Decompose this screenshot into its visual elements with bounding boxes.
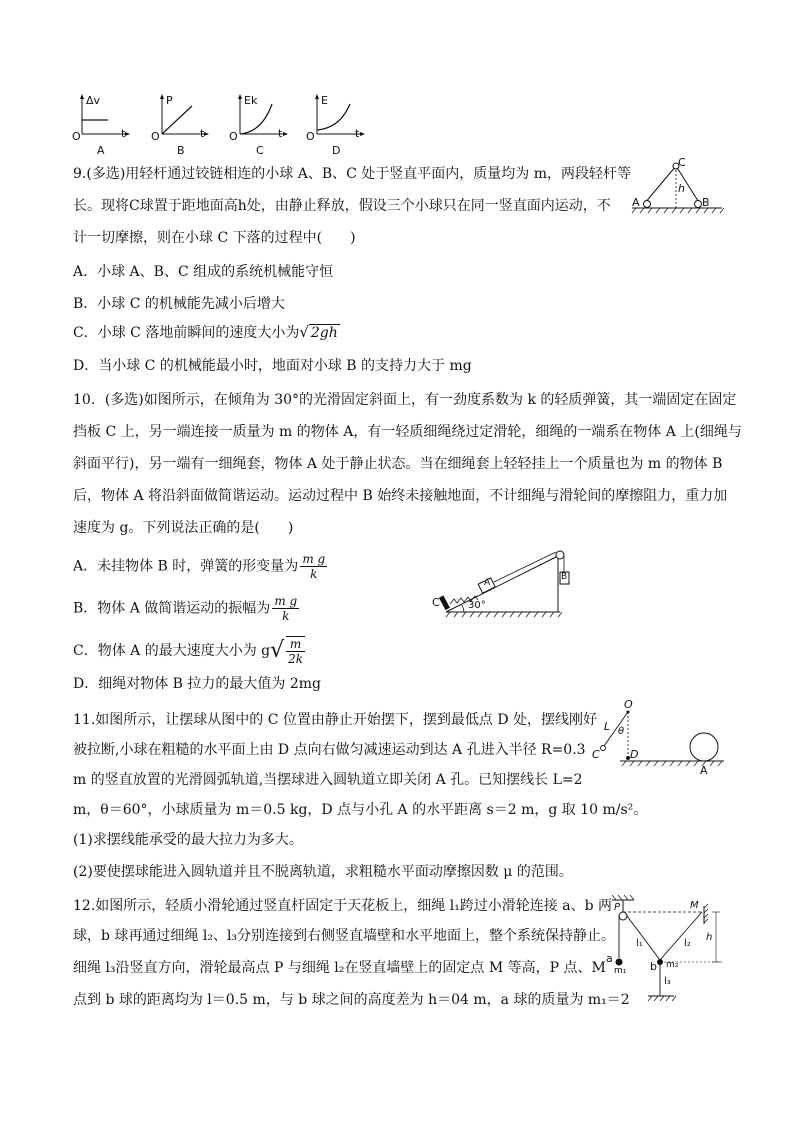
q10-option-a (73, 552, 327, 581)
graph-c-origin: O (229, 130, 238, 143)
graph-c-label: C (256, 144, 264, 157)
q10-option-c-text: C．物体 A 的最大速度大小为 g (73, 643, 271, 659)
graph-d-origin: O (306, 130, 315, 143)
q11-fig-label-d: D (630, 748, 639, 761)
q10-option-d: D．细绳对物体 B 拉力的最大值为 2mg (73, 676, 322, 692)
q12-line-1: 12.如图所示，轻质小滑轮通过竖直杆固定于天花板上，细绳 l₁跨过小滑轮连接 a、b 两 (73, 898, 613, 914)
q9-figure-svg (628, 160, 724, 218)
q10-line-3: 斜面平行)，另一端有一细绳套，物体 A 处于静止状态。当在细绳套上轻轻挂上一个质量也为 m 的物体 B (73, 456, 723, 472)
q10-option-a-text: A．未挂物体 B 时，弹簧的形变量为 (73, 558, 299, 575)
q11-fig-label-theta: θ (618, 726, 625, 737)
q10-figure-svg (430, 548, 580, 624)
q12-fig-label-p: P (614, 902, 621, 913)
q11-line-2: 被拉断,小球在粗糙的水平面上由 D 点向右做匀减速运动到达 A 孔进入半径 R=0.3 (73, 742, 586, 758)
q12-line-4: 点到 b 球的距离均为 l＝0.5 m，与 b 球之间的高度差为 h＝04 m，a 球的质量为 m₁＝2 (73, 992, 630, 1008)
q11-figure-svg (590, 704, 730, 778)
q10-figure (430, 548, 580, 624)
q11-line-4: m，θ＝60°，小球质量为 m＝0.5 kg，D 点与小孔 A 的水平距离 s＝2 m，g 取 10 m/s²。 (73, 802, 648, 818)
q10-line-4: 后，物体 A 将沿斜面做简谐运动。运动过程中 B 始终未接触地面，不计细绳与滑轮间的摩擦阻力，重力加 (73, 488, 728, 504)
graph-row (70, 92, 370, 158)
q11-line-3: m 的竖直放置的光滑圆弧轨道,当摆球进入圆轨道立即关闭 A 孔。已知摆线长 L=2 (73, 772, 583, 788)
graph-d-ylabel: E (321, 94, 328, 107)
q10-fig-label-b: B (561, 572, 568, 582)
q9-line-1: 9.(多选)用轻杆通过铰链相连的小球 A、B、C 处于竖直平面内，质量均为 m，两段轻杆等 (73, 166, 632, 182)
q10-option-b-fraction (272, 594, 299, 623)
q12-fig-label-m2: m₂ (666, 960, 679, 970)
q12-fig-label-a: a (606, 952, 613, 965)
q11-fig-label-a: A (700, 764, 708, 777)
graph-a-xlabel: t (121, 127, 126, 140)
q9-line-2: 长。现将C球置于距地面高h处，由静止释放，假设三个小球只在同一竖直面内运动，不 (73, 198, 611, 214)
q10-fig-label-c: C (432, 596, 440, 609)
q11-fig-label-o: O (624, 698, 633, 711)
q11-part-1: (1)求摆线能承受的最大拉力为多大。 (73, 832, 303, 848)
graph-b-ylabel: P (166, 94, 173, 107)
q9-option-a: A．小球 A、B、C 组成的系统机械能守恒 (73, 264, 334, 280)
q12-line-3: 细绳 l₃沿竖直方向，滑轮最高点 P 与细绳 l₂在竖直墙壁上的固定点 M 等高，P 点、M (73, 960, 606, 976)
q9-fig-label-a: A (632, 196, 640, 209)
q9-fig-label-c: C (678, 156, 686, 169)
q10-option-a-num: m g (302, 552, 326, 566)
q10-fig-label-a: A (484, 578, 491, 588)
q10-option-c-num: m (286, 637, 305, 652)
graph-a-ylabel: Δv (86, 94, 101, 107)
q12-line-2: 球，b 球再通过细绳 l₂、l₃分别连接到右侧竖直墙壁和水平地面上，整个系统保持静止。 (73, 928, 616, 944)
q12-fig-label-m: M (690, 900, 699, 911)
q12-figure-svg (604, 892, 734, 1010)
q10-option-c: C．物体 A 的最大速度大小为 g√ $\frac{m}{2k}$ (73, 637, 304, 666)
q12-fig-label-l3: l₃ (664, 976, 671, 987)
graph-c-ylabel: Ek (244, 94, 258, 107)
q10-option-c-den: 2k (288, 652, 304, 666)
graph-a-label: A (97, 144, 105, 157)
q10-option-b-den: k (282, 609, 290, 623)
q9-figure (628, 156, 724, 218)
q9-fig-label-h: h (678, 182, 685, 195)
q10-option-b (73, 594, 299, 623)
q9-line-3: 计一切摩擦，则在小球 C 下落的过程中( ) (73, 230, 356, 246)
q10-fig-label-angle: 30° (468, 600, 486, 611)
q9-option-b: B．小球 C 的机械能先减小后增大 (73, 296, 285, 312)
q9-fig-label-b: B (702, 196, 710, 209)
q11-line-1: 11.如图所示，让摆球从图中的 C 位置由静止开始摆下，摆到最低点 D 处，摆线刚好 (73, 712, 597, 728)
q11-fig-label-c: C (592, 748, 600, 761)
q10-option-b-text: B．物体 A 做简谐运动的振幅为 (73, 600, 271, 617)
q12-fig-label-h: h (706, 932, 713, 943)
graph-b-xlabel: t (200, 127, 205, 140)
q12-fig-label-l1: l₁ (636, 938, 643, 949)
q10-option-b-num: m g (274, 594, 298, 608)
graph-d-label: D (332, 144, 341, 157)
q10-option-c-fraction (286, 636, 305, 666)
graph-b-origin: O (151, 130, 160, 143)
q9-option-c-text: C．小球 C 落地前瞬间的速度大小为 (73, 325, 300, 341)
graph-a-origin: O (72, 130, 81, 143)
q10-line-1: 10．(多选)如图所示，在倾角为 30°的光滑固定斜面上，有一劲度系数为 k 的轻质弹簧，其一端固定在固定 (73, 392, 737, 408)
q10-option-a-fraction (300, 552, 327, 581)
graph-c-xlabel: t (278, 127, 283, 140)
q11-fig-label-l: L (604, 720, 611, 733)
graph-b-label: B (177, 144, 185, 157)
q10-line-2: 挡板 C 上，另一端连接一质量为 m 的物体 A，有一轻质细绳绕过定滑轮，细绳的一端系在物体 A 上(细绳与 (73, 424, 742, 440)
q10-line-5: 速度为 g。下列说法正确的是( ) (73, 520, 294, 536)
q9-option-c-radicand: 2gh (310, 325, 338, 341)
q9-option-c: C．小球 C 落地前瞬间的速度大小为√ 2gh (73, 323, 338, 341)
q12-fig-label-b: b (650, 960, 657, 973)
q12-fig-label-m1: m₁ (614, 966, 627, 976)
q10-option-a-den: k (310, 567, 318, 581)
q9-option-d: D．当小球 C 的机械能最小时，地面对小球 B 的支持力大于 mg (73, 358, 472, 374)
q11-part-2: (2)要使摆球能进入圆轨道并且不脱离轨道，求粗糙水平面动摩擦因数 μ 的范围。 (73, 864, 573, 880)
q12-figure (604, 892, 734, 1010)
graph-d-xlabel: t (355, 127, 360, 140)
q12-fig-label-l2: l₂ (684, 938, 691, 949)
q11-figure (590, 698, 730, 778)
